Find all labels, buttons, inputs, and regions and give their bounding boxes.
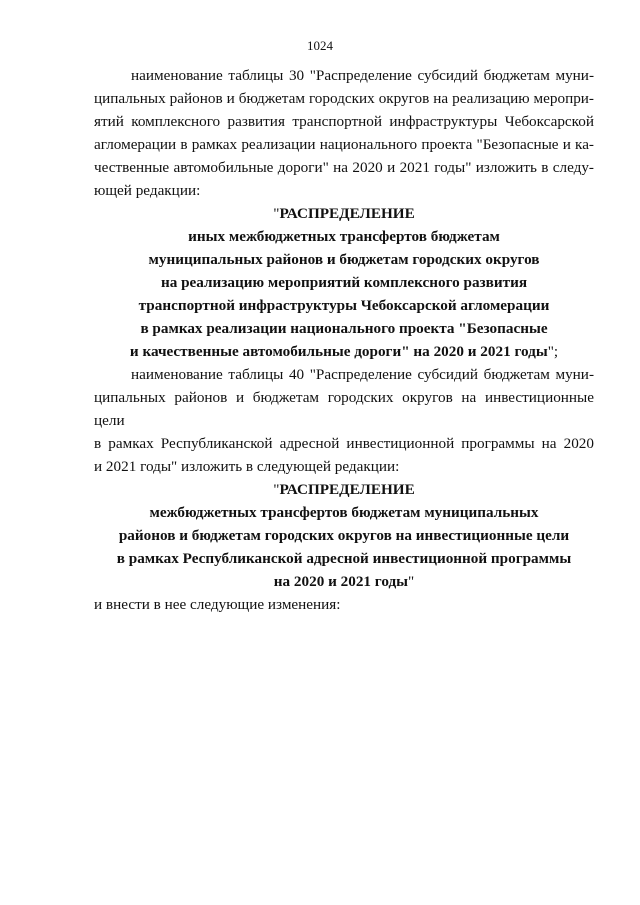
close-quote: "; (547, 343, 559, 360)
paragraph-line: наименование таблицы 40 "Распределение субсидий бюджетам муни- (131, 366, 594, 383)
heading-text: и качественные автомобильные дороги" на 2020 и 2021 годы (129, 343, 548, 360)
heading-title: РАСПРЕДЕЛЕНИЕ (279, 481, 415, 498)
heading-line: в рамках Республиканской адресной инвестиционной программы (116, 550, 572, 567)
heading-line: транспортной инфраструктуры Чебоксарской агломерации (138, 297, 550, 314)
paragraph-line: агломерации в рамках реализации национального проекта "Безопасные и ка- (94, 136, 594, 153)
heading-line (94, 340, 594, 363)
open-quote: " (273, 205, 280, 222)
heading-distribution-2 (94, 478, 594, 593)
paragraph-line: ципальных районов и бюджетам городских округов на инвестиционные цели (94, 389, 594, 429)
heading-line (94, 202, 594, 225)
document-body (94, 64, 594, 616)
heading-line (94, 570, 594, 593)
paragraph-line: и 2021 годы" изложить в следующей редакции: (94, 458, 400, 475)
heading-line: на реализацию мероприятий комплексного развития (160, 274, 528, 291)
paragraph-line: в рамках Республиканской адресной инвестиционной программы на 2020 (94, 435, 594, 452)
heading-title: РАСПРЕДЕЛЕНИЕ (279, 205, 415, 222)
heading-text: на 2020 и 2021 годы (273, 573, 409, 590)
paragraph-line: наименование таблицы 30 "Распределение субсидий бюджетам муни- (131, 67, 594, 84)
paragraph-table-40 (94, 363, 594, 478)
heading-line: районов и бюджетам городских округов на инвестиционные цели (118, 527, 570, 544)
open-quote: " (273, 481, 280, 498)
paragraph-line: ющей редакции: (94, 182, 201, 199)
paragraph-table-30 (94, 64, 594, 202)
close-quote: " (408, 573, 415, 590)
heading-distribution-1 (94, 202, 594, 363)
page-number: 1024 (307, 38, 333, 53)
paragraph-line: ятий комплексного развития транспортной инфраструктуры Чебоксарской (94, 113, 594, 130)
heading-line: иных межбюджетных трансфертов бюджетам (188, 228, 500, 245)
heading-line: муниципальных районов и бюджетам городских округов (148, 251, 540, 268)
heading-line: в рамках реализации национального проекта "Безопасные (140, 320, 548, 337)
paragraph-line: чественные автомобильные дороги" на 2020 и 2021 годы" изложить в следу- (94, 159, 594, 176)
heading-line (94, 478, 594, 501)
paragraph-line: ципальных районов и бюджетам городских округов на реализацию меропри- (94, 90, 594, 107)
heading-line: межбюджетных трансфертов бюджетам муниципальных (149, 504, 539, 521)
closing-line: и внести в нее следующие изменения: (94, 596, 341, 613)
